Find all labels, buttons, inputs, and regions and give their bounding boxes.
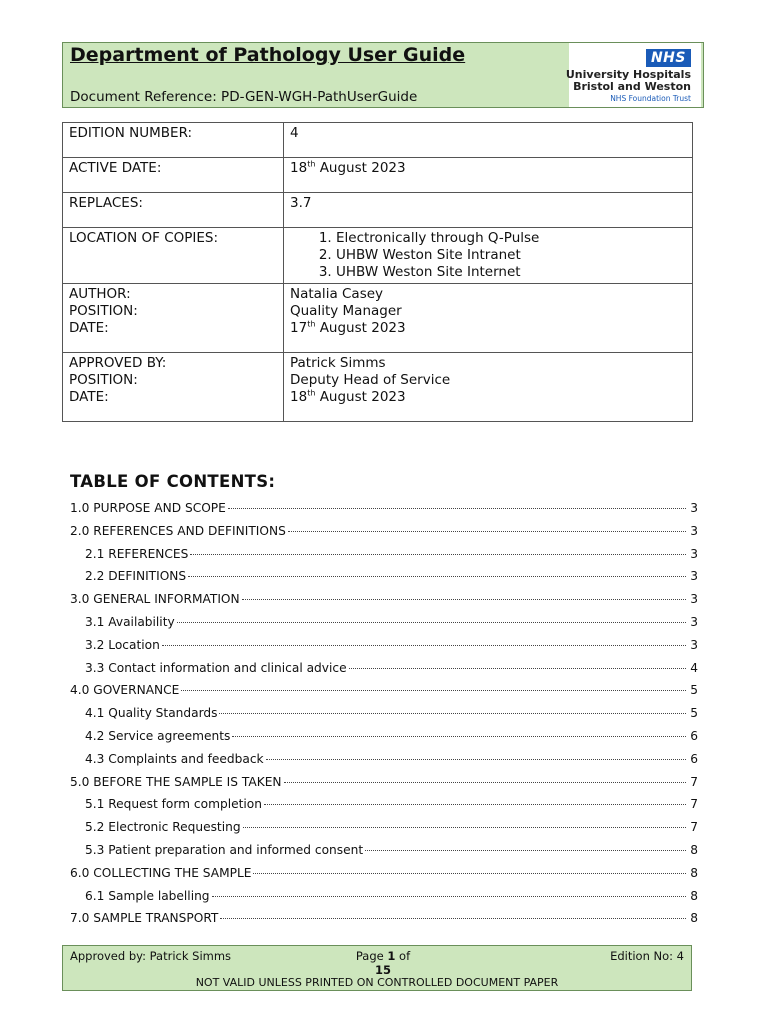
- toc-entry[interactable]: [70, 820, 698, 843]
- document-footer: [62, 945, 692, 991]
- toc-leader-dots: [232, 736, 686, 737]
- toc-entry-label: 3.0 GENERAL INFORMATION: [70, 592, 240, 607]
- author-day: 17: [290, 320, 308, 336]
- footer-edition: Edition No: 4: [610, 949, 684, 963]
- toc-leader-dots: [219, 713, 686, 714]
- toc-entry-page: 8: [690, 911, 698, 926]
- toc-entry-page: 7: [690, 774, 698, 789]
- toc-entry-label: 4.3 Complaints and feedback: [85, 751, 264, 766]
- toc-entry-page: 3: [690, 569, 698, 584]
- toc-entry-label: 5.0 BEFORE THE SAMPLE IS TAKEN: [70, 774, 282, 789]
- toc-entry[interactable]: [70, 797, 698, 820]
- toc-entry-page: 8: [690, 842, 698, 857]
- toc-entry-label: 2.1 REFERENCES: [85, 546, 189, 561]
- info-row-edition: [63, 123, 693, 158]
- location-list: [290, 230, 686, 281]
- toc-entry[interactable]: [70, 752, 698, 775]
- toc-entry-page: 5: [690, 706, 698, 721]
- toc-entry-label: 5.1 Request form completion: [85, 797, 262, 812]
- page-total: 15: [374, 963, 391, 977]
- author-date: [290, 320, 686, 337]
- toc-entry[interactable]: [70, 592, 698, 615]
- toc-leader-dots: [188, 576, 686, 577]
- footer-page-number: [348, 949, 418, 977]
- toc-entry-page: 7: [690, 797, 698, 812]
- toc-entry-label: 1.0 PURPOSE AND SCOPE: [70, 501, 226, 515]
- toc-entry-label: 4.1 Quality Standards: [85, 706, 218, 721]
- replaces-value: 3.7: [284, 193, 693, 228]
- document-title: Department of Pathology User Guide: [70, 44, 466, 66]
- nhs-badge: NHS: [646, 49, 691, 67]
- author-labels: [63, 284, 284, 353]
- document-reference: Document Reference: PD-GEN-WGH-PathUserGuide: [70, 89, 418, 105]
- toc-entry-label: 3.2 Location: [85, 637, 160, 652]
- active-date-value: [284, 158, 693, 193]
- page-prefix: Page: [355, 949, 388, 963]
- toc-entry-page: 7: [690, 820, 698, 835]
- toc-leader-dots: [349, 668, 686, 669]
- footer-notice: NOT VALID UNLESS PRINTED ON CONTROLLED DOCUMENT PAPER: [195, 976, 559, 989]
- toc-entry-page: 8: [690, 888, 698, 903]
- nhs-logo: [565, 43, 701, 107]
- toc-entry[interactable]: [70, 889, 698, 912]
- toc-entry[interactable]: [70, 729, 698, 752]
- document-info-table: [62, 122, 693, 422]
- toc-leader-dots: [253, 873, 686, 874]
- author-day-suffix: th: [307, 319, 316, 329]
- toc-entry-page: 3: [690, 637, 698, 652]
- approved-labels: [63, 353, 284, 422]
- author-name: Natalia Casey: [290, 286, 384, 302]
- approved-by-label: APPROVED BY:: [69, 355, 167, 371]
- location-item: 2. UHBW Weston Site Intranet: [336, 247, 686, 264]
- toc-entry[interactable]: [70, 775, 698, 798]
- toc-leader-dots: [190, 554, 686, 555]
- toc-entry-page: 5: [690, 683, 698, 698]
- approver-position: Deputy Head of Service: [290, 372, 451, 388]
- approved-day: 18: [290, 389, 308, 405]
- location-item: 3. UHBW Weston Site Internet: [336, 264, 686, 281]
- page-of: of: [395, 949, 411, 963]
- toc-entry[interactable]: [70, 547, 698, 570]
- active-day-suffix: th: [307, 159, 316, 169]
- toc-entry-label: 4.0 GOVERNANCE: [70, 683, 180, 698]
- toc-leader-dots: [284, 782, 686, 783]
- edition-label: EDITION NUMBER:: [63, 123, 284, 158]
- approved-position-label: POSITION:: [69, 372, 138, 388]
- author-values: [284, 284, 693, 353]
- replaces-label: REPLACES:: [63, 193, 284, 228]
- location-item: 1. Electronically through Q-Pulse: [336, 230, 686, 247]
- toc-entry[interactable]: [70, 706, 698, 729]
- toc-entry-page: 4: [690, 660, 698, 675]
- info-row-active-date: [63, 158, 693, 193]
- info-row-location: [63, 228, 693, 284]
- toc-entry[interactable]: [70, 615, 698, 638]
- toc-heading: TABLE OF CONTENTS:: [70, 472, 276, 491]
- toc-entry-label: 6.0 COLLECTING THE SAMPLE: [70, 865, 252, 880]
- author-position: Quality Manager: [290, 303, 402, 319]
- approved-date-label: DATE:: [69, 389, 109, 405]
- toc-leader-dots: [243, 827, 686, 828]
- toc-entry-page: 3: [690, 523, 698, 538]
- toc-entry[interactable]: [70, 569, 698, 592]
- location-value: [284, 228, 693, 284]
- toc-entry-page: 3: [690, 501, 698, 515]
- toc-leader-dots: [181, 690, 686, 691]
- toc-leader-dots: [264, 804, 686, 805]
- approved-values: [284, 353, 693, 422]
- toc-leader-dots: [162, 645, 686, 646]
- toc-entry-label: 3.3 Contact information and clinical advice: [85, 660, 347, 675]
- author-date-label: DATE:: [69, 320, 109, 336]
- toc-entry[interactable]: [70, 866, 698, 889]
- toc-leader-dots: [177, 622, 686, 623]
- active-date-label: ACTIVE DATE:: [63, 158, 284, 193]
- toc-entry-page: 8: [690, 865, 698, 880]
- author-position-label: POSITION:: [69, 303, 138, 319]
- active-day: 18: [290, 160, 308, 176]
- toc-leader-dots: [365, 850, 686, 851]
- approver-name: Patrick Simms: [290, 355, 386, 371]
- footer-approved-by: Approved by: Patrick Simms: [70, 949, 232, 963]
- info-row-author: [63, 284, 693, 353]
- info-row-approved: [63, 353, 693, 422]
- location-label: LOCATION OF COPIES:: [63, 228, 284, 284]
- page-current: 1: [387, 949, 396, 963]
- logo-line-1: University Hospitals: [565, 68, 691, 81]
- toc-entry-page: 6: [690, 751, 698, 766]
- logo-line-2: Bristol and Weston: [573, 80, 691, 93]
- toc-entry-page: 3: [690, 614, 698, 629]
- toc-entry-label: 5.2 Electronic Requesting: [85, 820, 241, 835]
- author-month-year: August 2023: [315, 320, 406, 336]
- edition-value: 4: [284, 123, 693, 158]
- toc-entry[interactable]: [70, 911, 698, 934]
- toc-entry-label: 5.3 Patient preparation and informed consent: [85, 842, 364, 857]
- toc-entry-label: 7.0 SAMPLE TRANSPORT: [70, 911, 219, 926]
- toc-entry[interactable]: [70, 501, 698, 524]
- toc-entry[interactable]: [70, 683, 698, 706]
- active-month-year: August 2023: [315, 160, 406, 176]
- toc-leader-dots: [266, 759, 686, 760]
- toc-entry-label: 2.2 DEFINITIONS: [85, 569, 187, 584]
- document-header: [62, 42, 704, 108]
- info-row-replaces: [63, 193, 693, 228]
- toc-entry-label: 3.1 Availability: [85, 614, 175, 629]
- toc-leader-dots: [242, 599, 686, 600]
- author-label: AUTHOR:: [69, 286, 131, 302]
- toc-entry[interactable]: [70, 661, 698, 684]
- toc-leader-dots: [212, 896, 686, 897]
- toc-entry-page: 3: [690, 592, 698, 607]
- approved-day-suffix: th: [307, 388, 316, 398]
- approved-month-year: August 2023: [315, 389, 406, 405]
- toc-leader-dots: [228, 508, 686, 509]
- toc-entry-page: 3: [690, 546, 698, 561]
- toc-leader-dots: [220, 918, 686, 919]
- toc-entry-page: 6: [690, 728, 698, 743]
- toc-entry[interactable]: [70, 524, 698, 547]
- logo-line-3: NHS Foundation Trust: [610, 94, 691, 103]
- toc-entry-label: 2.0 REFERENCES AND DEFINITIONS: [70, 523, 286, 538]
- approved-date: [290, 389, 686, 406]
- toc-leader-dots: [288, 531, 686, 532]
- table-of-contents: [70, 501, 698, 934]
- toc-entry[interactable]: [70, 843, 698, 866]
- toc-entry-label: 4.2 Service agreements: [85, 728, 231, 743]
- toc-entry-label: 6.1 Sample labelling: [85, 888, 210, 903]
- toc-entry[interactable]: [70, 638, 698, 661]
